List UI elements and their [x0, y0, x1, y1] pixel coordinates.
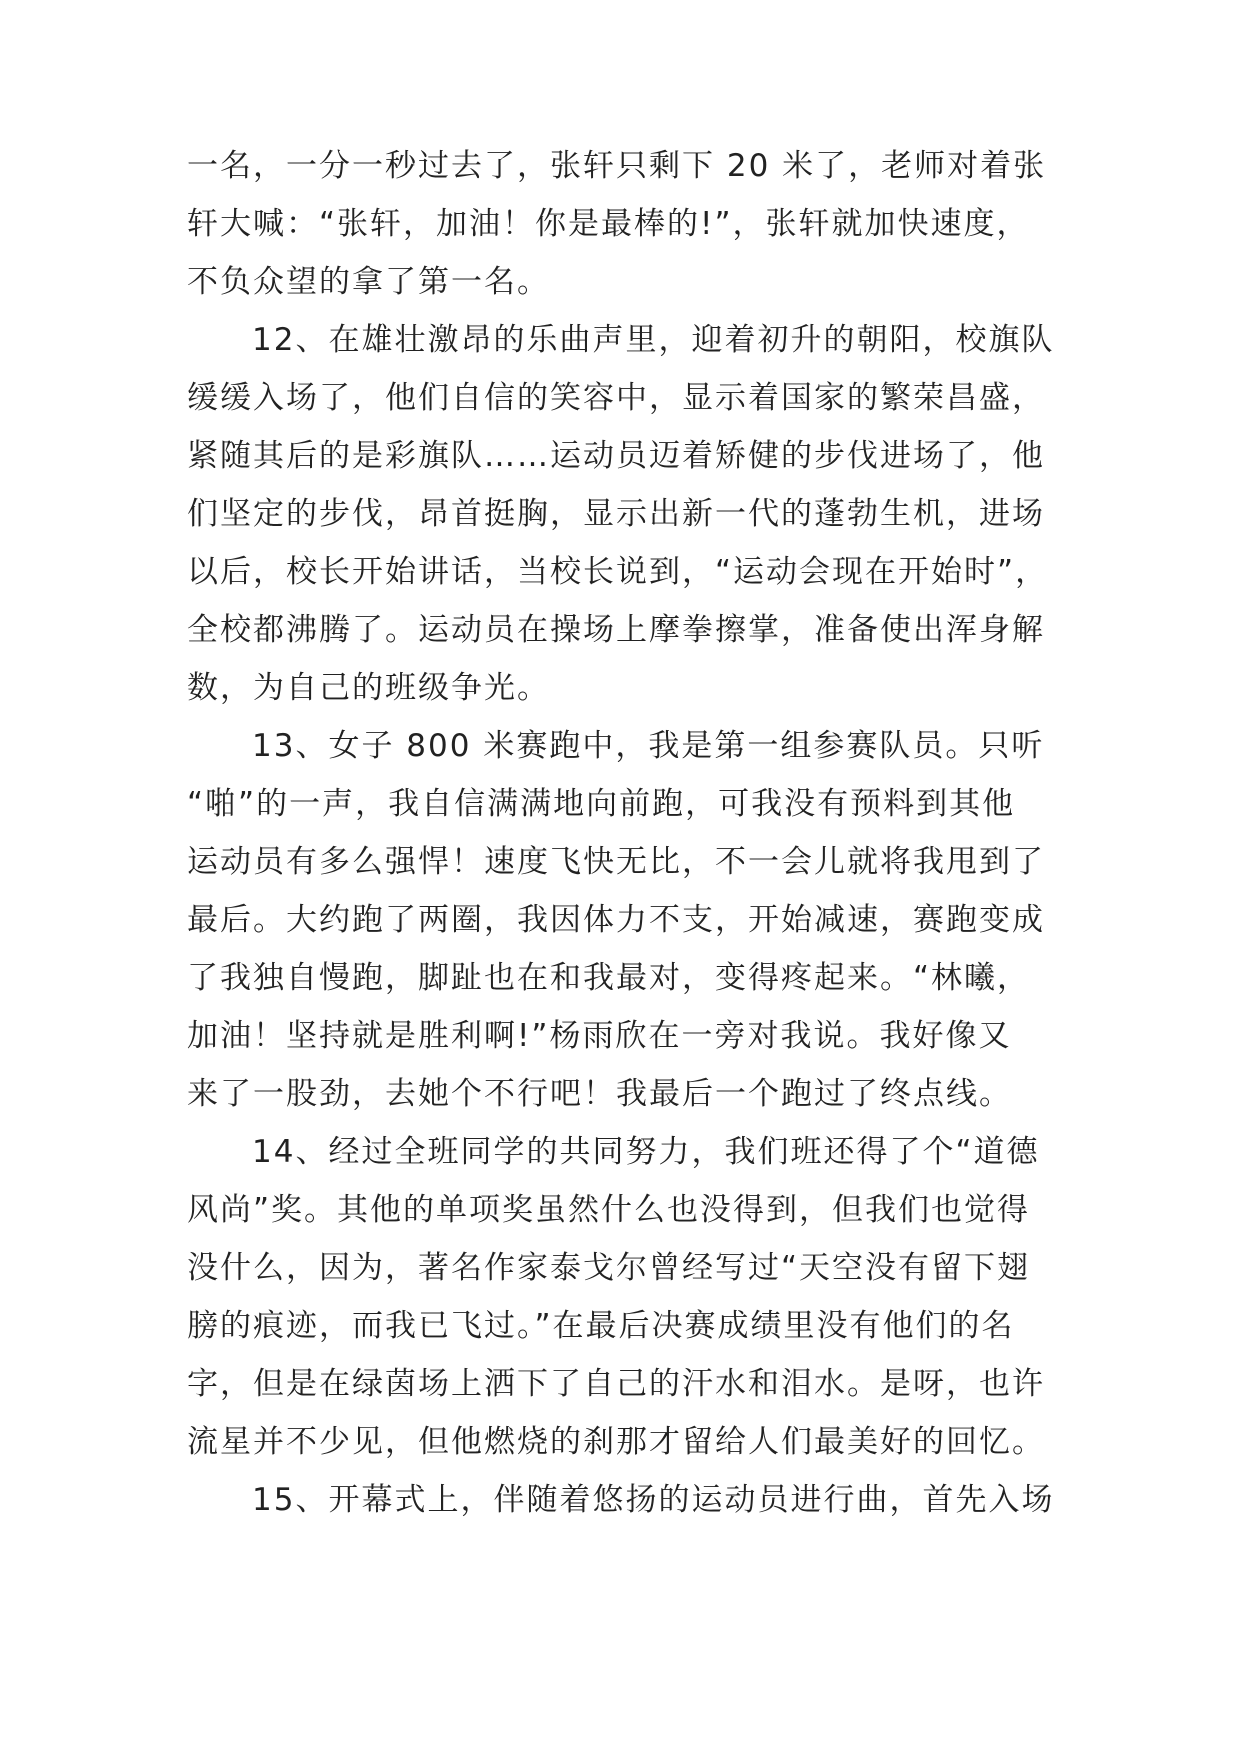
text-line: 不负众望的拿了第一名。: [187, 264, 550, 300]
text-line: 字，但是在绿茵场上洒下了自己的汗水和泪水。是呀，也许: [187, 1366, 1045, 1402]
text-line: 全校都沸腾了。运动员在操场上摩拳擦掌，准备使出浑身解: [187, 612, 1045, 648]
text-line: 流星并不少见，但他燃烧的刹那才留给人们最美好的回忆。: [187, 1424, 1045, 1460]
text-line: 风尚”奖。其他的单项奖虽然什么也没得到，但我们也觉得: [187, 1192, 1031, 1228]
text-line: 缓缓入场了，他们自信的笑容中，显示着国家的繁荣昌盛，: [187, 380, 1045, 416]
text-line: 加油！坚持就是胜利啊!”杨雨欣在一旁对我说。我好像又: [187, 1018, 1012, 1054]
paragraph-15-start: 15、开幕式上，伴随着悠扬的运动员进行曲，首先入场: [252, 1482, 1055, 1518]
text-line: 数，为自己的班级争光。: [187, 670, 550, 706]
paragraph-12-start: 12、在雄壮激昂的乐曲声里，迎着初升的朝阳，校旗队: [252, 322, 1055, 358]
text-line: “啪”的一声，我自信满满地向前跑，可我没有预料到其他: [187, 786, 1016, 822]
text-line: 没什么，因为，著名作家泰戈尔曾经写过“天空没有留下翅: [187, 1250, 1031, 1286]
text-line: 以后，校长开始讲话，当校长说到，“运动会现在开始时”，: [187, 554, 1049, 590]
text-line: 最后。大约跑了两圈，我因体力不支，开始减速，赛跑变成: [187, 902, 1045, 938]
text-line: 膀的痕迹，而我已飞过。”在最后决赛成绩里没有他们的名: [187, 1308, 1015, 1344]
paragraph-14-start: 14、经过全班同学的共同努力，我们班还得了个“道德: [252, 1134, 1040, 1170]
text-line: 来了一股劲，去她个不行吧！我最后一个跑过了终点线。: [187, 1076, 1012, 1112]
text-line: 轩大喊：“张轩，加油！你是最棒的!”，张轩就加快速度，: [187, 206, 1030, 242]
paragraph-13-start: 13、女子 800 米赛跑中，我是第一组参赛队员。只听: [252, 728, 1045, 764]
text-line: 紧随其后的是彩旗队……运动员迈着矫健的步伐进场了，他: [187, 438, 1045, 474]
text-line: 了我独自慢跑，脚趾也在和我最对，变得疼起来。“林曦，: [187, 960, 1031, 996]
text-line: 一名，一分一秒过去了，张轩只剩下 20 米了，老师对着张: [187, 148, 1047, 184]
text-line: 运动员有多么强悍！速度飞快无比，不一会儿就将我甩到了: [187, 844, 1045, 880]
text-line: 们坚定的步伐，昂首挺胸，显示出新一代的蓬勃生机，进场: [187, 496, 1045, 532]
